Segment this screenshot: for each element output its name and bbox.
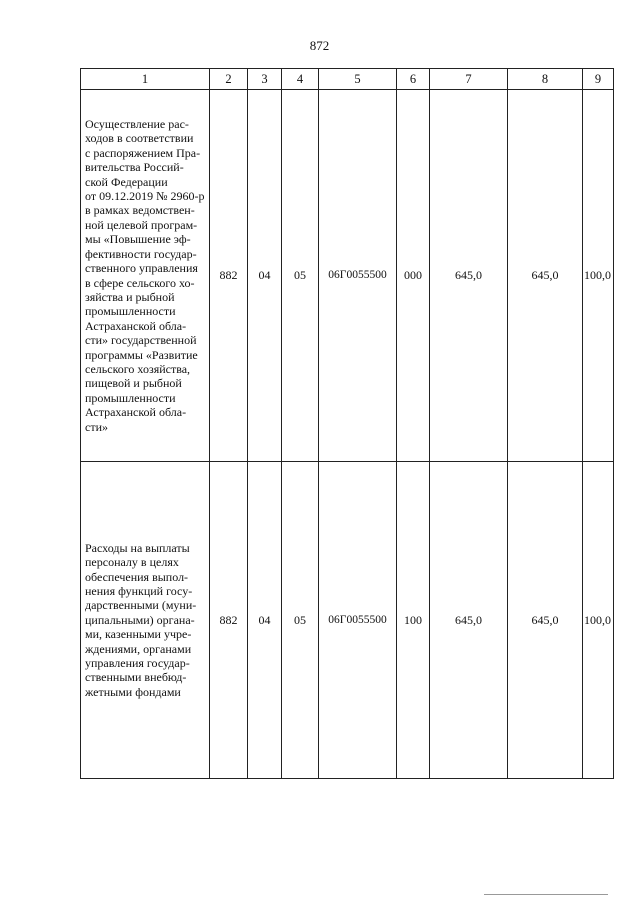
table-row [81, 90, 614, 462]
column-header: 7 [430, 69, 508, 90]
page-number: 872 [309, 38, 330, 53]
subsection-code-cell: 05 [282, 462, 319, 779]
actual-amount-cell: 645,0 [508, 90, 583, 462]
column-header: 5 [319, 69, 397, 90]
section-code-cell: 04 [248, 462, 282, 779]
column-header: 1 [81, 69, 210, 90]
admin-code-cell: 882 [210, 462, 248, 779]
row-description-cell [81, 462, 210, 779]
percent-cell: 100,0 [583, 90, 614, 462]
budget-table [80, 68, 614, 779]
row-description-cell [81, 90, 210, 462]
column-header: 2 [210, 69, 248, 90]
column-header: 8 [508, 69, 583, 90]
admin-code-cell: 882 [210, 90, 248, 462]
percent-cell: 100,0 [583, 462, 614, 779]
column-header: 4 [282, 69, 319, 90]
expense-type-cell: 100 [397, 462, 430, 779]
subsection-code-cell: 05 [282, 90, 319, 462]
expense-type-cell: 000 [397, 90, 430, 462]
table-header-row [81, 69, 614, 90]
target-article-cell: 06Г0055500 [319, 462, 397, 779]
planned-amount-cell: 645,0 [430, 90, 508, 462]
scan-edge-line [484, 894, 608, 895]
actual-amount-cell: 645,0 [508, 462, 583, 779]
row-description: Расходы на выплаты персоналу в целях обеспечения выпол- нения функций госу- дарственными (муни- ципальными) органа- ми, казенными учре- ждениями, органами управления государ- ственными внебюд- жетными фондами [85, 540, 197, 699]
column-header: 3 [248, 69, 282, 90]
column-header: 6 [397, 69, 430, 90]
row-description: Осуществление рас- ходов в соответствии с распоряжением Пра- вительства Россий- ской Федерации от 09.12.2019 № 2960-р в рамках ведомствен- ной целевой програм- мы «Повышение эф- фективности государ- ственного управления в сфере сельского хо- зяйства и рыбной промышленности Астраханской обла- сти» государственной программы «Развитие сельского хозяйства, пищевой и рыбной промышленности Астраханской обла- сти» [85, 117, 205, 434]
table-row [81, 462, 614, 779]
planned-amount-cell: 645,0 [430, 462, 508, 779]
column-header: 9 [583, 69, 614, 90]
target-article-cell: 06Г0055500 [319, 90, 397, 462]
section-code-cell: 04 [248, 90, 282, 462]
